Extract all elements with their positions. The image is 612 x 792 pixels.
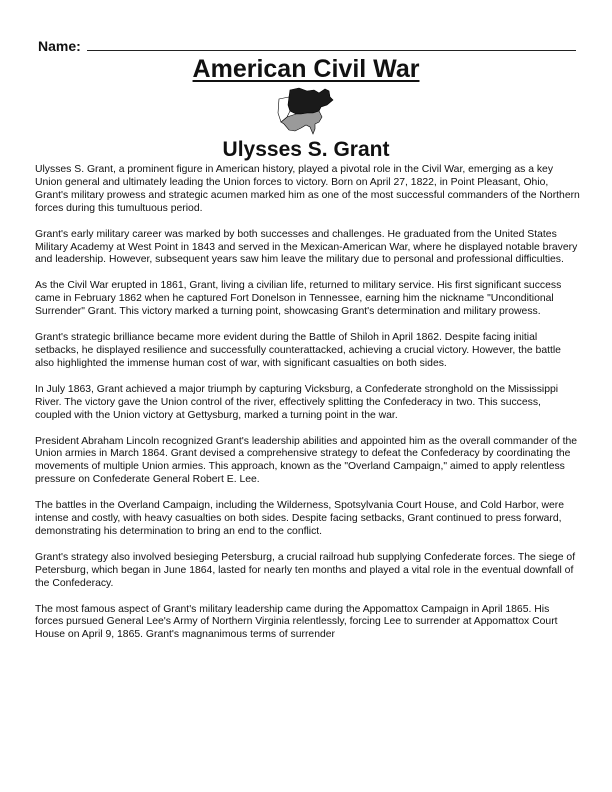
paragraph: Grant's strategy also involved besieging Petersburg, a crucial railroad hub supplying Confederate forces. The siege of Petersburg, which began in June 1864, lasted for nearly ten months and played a vital role in the eventual downfall of the Confederacy. [35,551,576,589]
paragraph: As the Civil War erupted in 1861, Grant, living a civilian life, returned to military service. His first significant success came in February 1862 when he captured Fort Donelson in Tennessee, earning him the nickname "Unconditional Surrender" Grant. This victory marked a turning point, showcasing Grant's determination and military prowess. [35,280,562,318]
name-field-row [38,36,576,54]
paragraph: Grant's early military career was marked by both successes and challenges. He graduated from the United States Military Academy at West Point in 1843 and served in the Mexican-American War, where he displayed notable bravery and leadership. However, subsequent years saw him leave the military due to personal and professional difficulties. [35,228,578,266]
paragraph: In July 1863, Grant achieved a major triumph by capturing Vicksburg, a Confederate stronghold on the Mississippi River. The victory gave the Union control of the river, effectively splitting the Confederacy in two. This success, coupled with the Union victory at Gettysburg, marked a turning point in the war. [35,383,559,421]
name-blank-line[interactable] [87,50,576,51]
usa-civil-war-map-icon [277,87,335,135]
paragraph: President Abraham Lincoln recognized Grant's leadership abilities and appointed him as the overall commander of the Union armies in March 1864. Grant devised a comprehensive strategy to defeat the Confederacy by coordinating the movements of multiple Union armies. This approach, known as the "Overland Campaign," aimed to apply relentless pressure on Confederate General Robert E. Lee. [35,435,578,486]
article-body [35,164,580,655]
paragraph: The most famous aspect of Grant's military leadership came during the Appomattox Campaign in April 1865. His forces pursued General Lee's Army of Northern Virginia relentlessly, forcing Lee to surrender at Appomattox Court House on April 9, 1865. Grant's magnanimous terms of surrender [35,603,558,641]
section-subtitle: Ulysses S. Grant [222,138,390,161]
paragraph: Grant's strategic brilliance became more evident during the Battle of Shiloh in April 1862. Despite facing initial setbacks, he displayed resilience and successfully counterattacked, achieving a crucial victory. However, the battle also highlighted the immense human cost of war, with significant casualties on both sides. [35,332,561,369]
union-region [288,88,333,114]
paragraph: Ulysses S. Grant, a prominent figure in American history, played a pivotal role in the Civil War, emerging as a key Union general and ultimately leading the Union forces to victory. Born on April 27, 1822, in Point Pleasant, Ohio, Grant's military prowess and strategic acumen marked him as one of the most successful commanders of the Northern forces during this tumultuous period. [35,164,580,214]
paragraph: The battles in the Overland Campaign, including the Wilderness, Spotsylvania Court House, and Cold Harbor, were intense and costly, with heavy casualties on both sides. Despite facing setbacks, Grant continued to press forward, demonstrating his determination to bring an end to the conflict. [35,500,565,537]
page-title: American Civil War [192,55,420,83]
name-label: Name: [38,38,81,54]
usa-map-graphic [277,87,335,135]
